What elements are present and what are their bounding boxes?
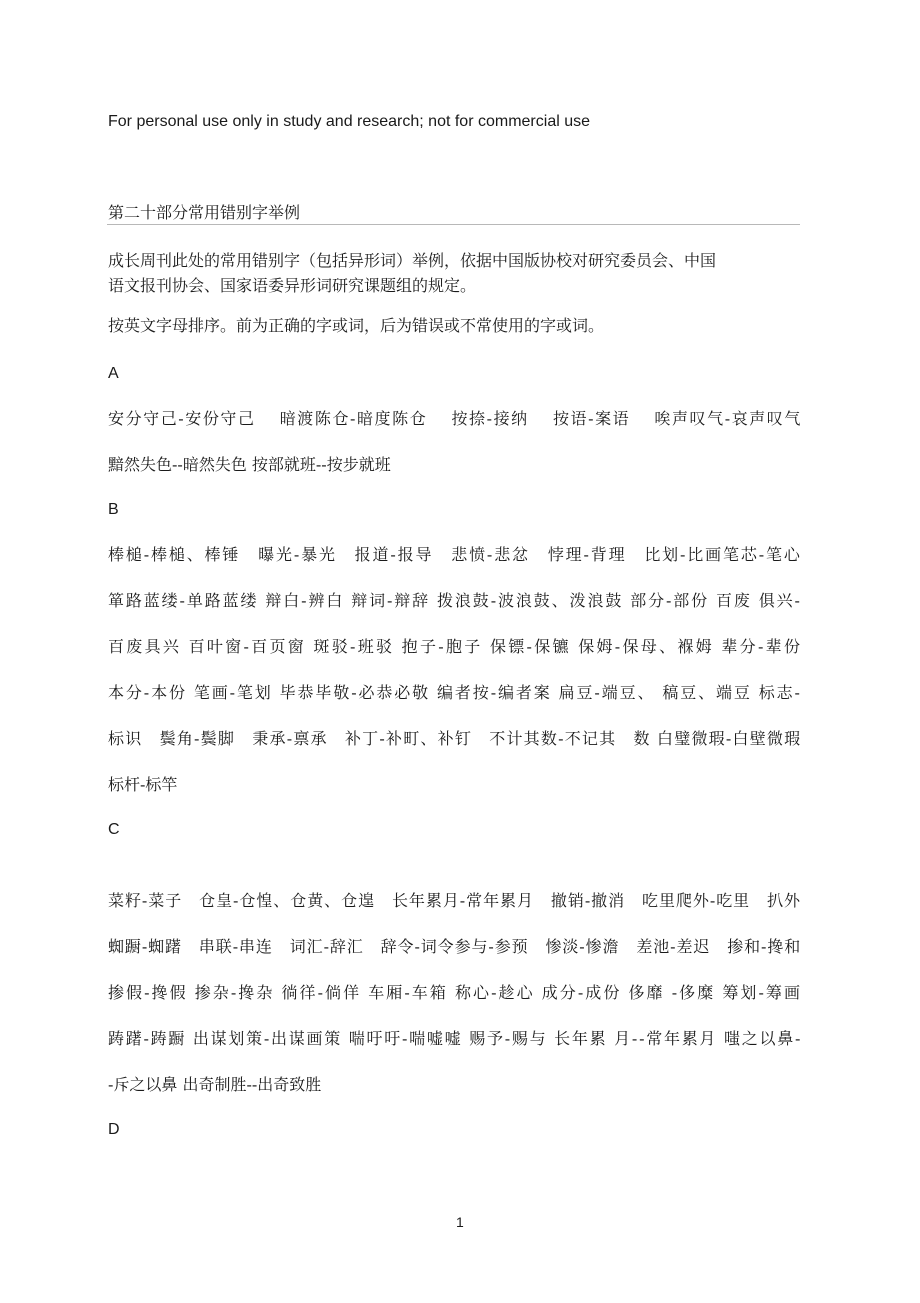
heading-divider [107, 224, 800, 225]
intro-sort-note: 按英文字母排序。前为正确的字或词，后为错误或不常使用的字或词。 [108, 316, 605, 335]
entry-line: 棒槌-棒槌、棒锤 曝光-暴光 报道-报导 悲愤-悲忿 悖理-背理 比划-比画笔芯-笔心 [108, 545, 802, 564]
section-letter-c: C [108, 821, 120, 838]
section-letter-b: B [108, 501, 119, 518]
entry-line: 黯然失色--暗然失色 按部就班--按步就班 [108, 455, 391, 474]
entry-line: -斥之以鼻 出奇制胜--出奇致胜 [108, 1075, 322, 1094]
intro-line: 语文报刊协会、国家语委异形词研究课题组的规定。 [108, 276, 477, 295]
entry-line: 标杆-标竿 [108, 775, 178, 794]
section-letter-a: A [108, 365, 119, 382]
page-number: 1 [456, 1214, 464, 1230]
entry-line: 掺假-搀假 掺杂-搀杂 徜徉-倘佯 车厢-车箱 称心-趁心 成分-成份 侈靡 -侈糜 筹划-筹画 [108, 983, 802, 1002]
entry-line: 本分-本份 笔画-笔划 毕恭毕敬-必恭必敬 编者按-编者案 扁豆-端豆、 稿豆、端豆 标志- [108, 683, 802, 702]
section-letter-d: D [108, 1121, 120, 1138]
entry-line: 踌躇-踌蹰 出谋划策-出谋画策 喘吁吁-喘嘘嘘 赐予-赐与 长年累 月--常年累月 嗤之以鼻- [108, 1029, 803, 1048]
entry-line: 箪路蓝缕-单路蓝缕 辩白-辨白 辩词-辩辞 拨浪鼓-波浪鼓、泼浪鼓 部分-部份 百废 俱兴- [108, 591, 802, 610]
entry-line: 蜘蹰-蜘躇 串联-串连 词汇-辞汇 辞令-词令参与-参预 惨淡-惨澹 差池-差迟 掺和-搀和 [108, 937, 802, 956]
entry-line: 安分守己-安份守己 暗渡陈仓-暗度陈仓 按捺-接纳 按语-案语 唉声叹气-哀声叹气 [108, 409, 802, 428]
section-heading: 第二十部分常用错别字举例 [108, 203, 301, 222]
disclaimer: For personal use only in study and research; not for commercial use [108, 113, 591, 130]
entry-line: 标识 鬓角-鬓脚 秉承-禀承 补丁-补町、补钉 不计其数-不记其 数 白璧微瑕-白壁微瑕 [108, 729, 802, 748]
entry-line: 菜籽-菜子 仓皇-仓惶、仓黄、仓遑 长年累月-常年累月 撤销-撤消 吃里爬外-吃里 扒外 [108, 891, 801, 910]
entry-line: 百废具兴 百叶窗-百页窗 斑驳-班驳 抱子-胞子 保镖-保镳 保姆-保母、褓姆 辈分-辈份 [108, 637, 803, 656]
intro-line: 成长周刊此处的常用错别字（包括异形词）举例，依据中国版协校对研究委员会、中国 [108, 251, 717, 270]
